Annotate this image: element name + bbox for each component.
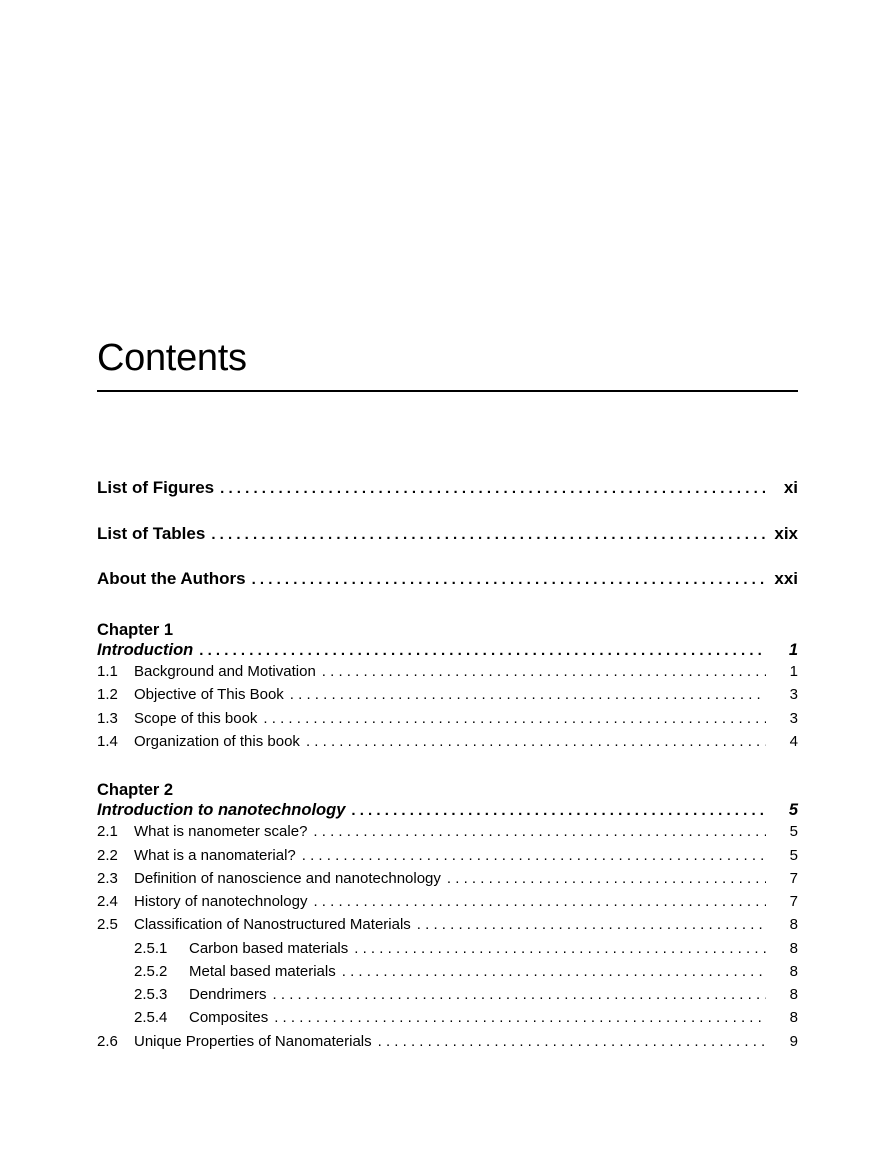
- section-number: 2.6: [97, 1033, 118, 1050]
- entry-page: 8: [789, 940, 798, 957]
- toc-entry-chapter-1[interactable]: [97, 641, 798, 660]
- section-number: 2.2: [97, 847, 118, 864]
- section-title: What is nanometer scale?: [134, 823, 308, 840]
- section-number: 2.5.3: [134, 986, 168, 1003]
- entry-page: 9: [789, 1033, 798, 1050]
- toc-entry-1-2[interactable]: [97, 686, 798, 703]
- section-number: 2.5: [97, 916, 118, 933]
- section-number: 2.5.1: [134, 940, 168, 957]
- toc-entry-2-5-1[interactable]: [97, 940, 798, 957]
- section-number: 1.4: [97, 733, 118, 750]
- entry-title: List of Tables: [97, 524, 206, 543]
- section-number: 2.1: [97, 823, 118, 840]
- section-title: History of nanotechnology: [134, 893, 308, 910]
- toc-entry-about-the-authors[interactable]: [97, 569, 798, 589]
- section-title: Metal based materials: [189, 963, 336, 980]
- dot-leader: [447, 870, 766, 887]
- section-title: Objective of This Book: [134, 686, 284, 703]
- entry-page: 5: [789, 847, 798, 864]
- toc-entry-2-5-3[interactable]: [97, 986, 798, 1003]
- chapter-title: Introduction to nanotechnology: [97, 801, 346, 819]
- entry-page: 5: [788, 801, 798, 819]
- dot-leader: [199, 642, 766, 659]
- toc-entry-1-1[interactable]: [97, 663, 798, 680]
- entry-title: About the Authors: [97, 569, 246, 588]
- entry-page: 8: [789, 916, 798, 933]
- dot-leader: [273, 986, 766, 1003]
- dot-leader: [211, 526, 766, 543]
- dot-leader: [342, 963, 766, 980]
- section-title: Unique Properties of Nanomaterials: [134, 1033, 372, 1050]
- section-title: Dendrimers: [189, 986, 267, 1003]
- section-title: What is a nanomaterial?: [134, 847, 296, 864]
- entry-page: 1: [789, 663, 798, 680]
- toc-entry-1-4[interactable]: [97, 733, 798, 750]
- entry-page: 7: [789, 893, 798, 910]
- dot-leader: [351, 802, 766, 819]
- section-number: 2.5.4: [134, 1009, 168, 1026]
- dot-leader: [220, 480, 766, 497]
- dot-leader: [274, 1009, 766, 1026]
- section-title: Composites: [189, 1009, 269, 1026]
- entry-page: xix: [774, 524, 798, 543]
- entry-page: 4: [789, 733, 798, 750]
- toc-entry-2-5-4[interactable]: [97, 1009, 798, 1026]
- section-number: 2.4: [97, 893, 118, 910]
- section-title: Classification of Nanostructured Materials: [134, 916, 411, 933]
- page-title: Contents: [97, 337, 247, 379]
- dot-leader: [306, 733, 766, 750]
- section-number: 1.3: [97, 710, 118, 727]
- entry-page: 8: [789, 963, 798, 980]
- section-title: Organization of this book: [134, 733, 300, 750]
- section-number: 1.2: [97, 686, 118, 703]
- section-title: Scope of this book: [134, 710, 258, 727]
- toc-entry-2-4[interactable]: [97, 893, 798, 910]
- chapter-2-label: Chapter 2: [97, 781, 174, 799]
- toc-entry-2-3[interactable]: [97, 870, 798, 887]
- section-title: Carbon based materials: [189, 940, 349, 957]
- dot-leader: [263, 710, 766, 727]
- section-title: Definition of nanoscience and nanotechnology: [134, 870, 441, 887]
- dot-leader: [322, 663, 766, 680]
- entry-page: 5: [789, 823, 798, 840]
- entry-page: 8: [789, 1009, 798, 1026]
- entry-page: xi: [783, 478, 798, 497]
- dot-leader: [354, 940, 766, 957]
- toc-entry-2-2[interactable]: [97, 847, 798, 864]
- dot-leader: [313, 893, 766, 910]
- entry-page: 3: [789, 686, 798, 703]
- entry-page: 8: [789, 986, 798, 1003]
- section-number: 1.1: [97, 663, 118, 680]
- chapter-title: Introduction: [97, 641, 194, 659]
- dot-leader: [313, 823, 766, 840]
- toc-entry-1-3[interactable]: [97, 710, 798, 727]
- toc-entry-2-6[interactable]: [97, 1033, 798, 1050]
- dot-leader: [252, 571, 766, 588]
- dot-leader: [378, 1033, 766, 1050]
- entry-page: 1: [788, 641, 798, 659]
- entry-page: 3: [789, 710, 798, 727]
- section-title: Background and Motivation: [134, 663, 316, 680]
- dot-leader: [290, 686, 766, 703]
- toc-entry-list-of-tables[interactable]: [97, 524, 798, 544]
- entry-title: List of Figures: [97, 478, 215, 497]
- entry-page: xxi: [774, 569, 798, 588]
- toc-entry-2-5-2[interactable]: [97, 963, 798, 980]
- section-number: 2.5.2: [134, 963, 168, 980]
- title-rule: [97, 390, 798, 392]
- toc-entry-2-1[interactable]: [97, 823, 798, 840]
- dot-leader: [417, 916, 766, 933]
- toc-entry-2-5[interactable]: [97, 916, 798, 933]
- dot-leader: [302, 847, 766, 864]
- chapter-1-label: Chapter 1: [97, 621, 174, 639]
- entry-page: 7: [789, 870, 798, 887]
- toc-entry-list-of-figures[interactable]: [97, 478, 798, 498]
- section-number: 2.3: [97, 870, 118, 887]
- toc-entry-chapter-2[interactable]: [97, 801, 798, 820]
